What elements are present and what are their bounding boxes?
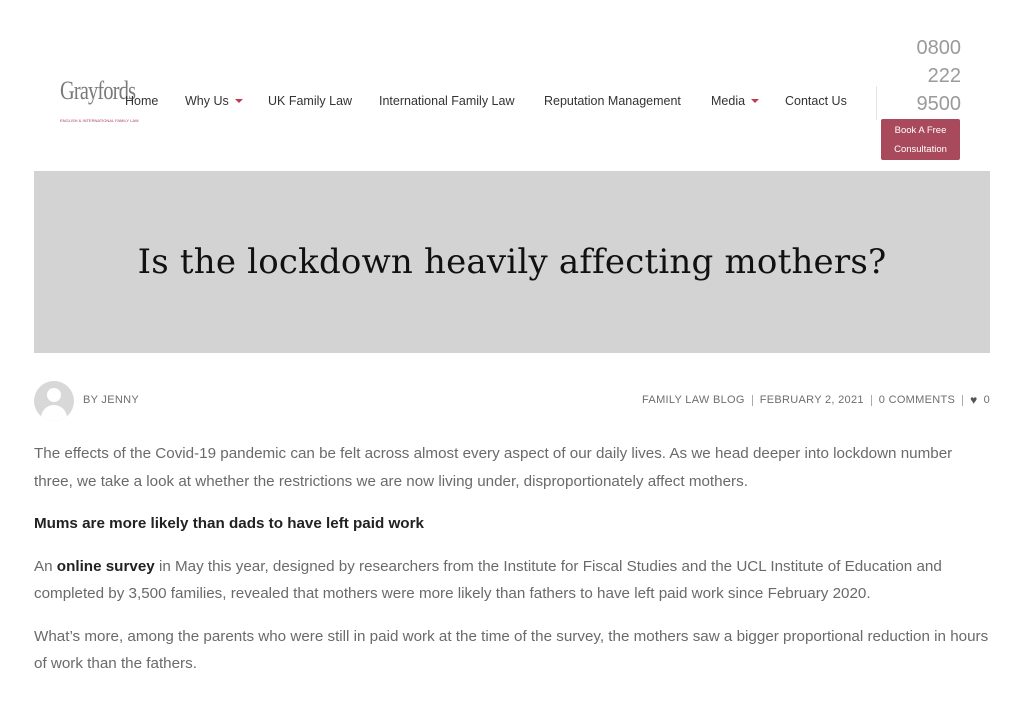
nav-reputation-management[interactable] — [544, 94, 681, 108]
phone-line-2: 222 — [927, 65, 961, 87]
nav-reputation-management-label: Reputation Management — [544, 94, 681, 108]
category-link[interactable]: FAMILY LAW BLOG — [642, 394, 745, 406]
author-avatar[interactable] — [34, 381, 74, 421]
author-name[interactable]: BY JENNY — [83, 394, 139, 406]
paragraph-intro: The effects of the Covid-19 pandemic can be felt across almost every aspect of our daily lives. As we head deeper into lockdown number three, we take a look at whether the restrictions we are now living under, disproportionately affect mothers. — [34, 445, 953, 490]
meta-separator — [962, 395, 963, 406]
cta-line-2: Consultation — [894, 143, 947, 155]
cta-line-1: Book A Free — [894, 124, 947, 136]
logo-tagline: ENGLISH & INTERNATIONAL FAMILY LAW — [60, 118, 139, 123]
post-meta — [34, 381, 990, 421]
nav-international-family-law-label: International Family Law — [379, 94, 515, 108]
survey-text: in May this year, designed by researchers from the Institute for Fiscal Studies and the UCL Institute of Education and completed by 3,500 families, revealed that mothers were more likely than fathers to have left paid work since February 2020. — [34, 557, 942, 602]
survey-prefix: An — [34, 557, 57, 575]
nav-contact-us[interactable] — [785, 94, 847, 108]
post-meta-info — [642, 394, 990, 406]
nav-home[interactable] — [125, 94, 158, 108]
chevron-down-icon — [751, 99, 759, 103]
paragraph-survey — [34, 553, 990, 608]
post-content — [34, 440, 990, 693]
grayfords-logo[interactable] — [60, 76, 139, 128]
nav-why-us[interactable] — [185, 94, 243, 108]
book-consultation-button[interactable] — [881, 119, 960, 160]
post-date: FEBRUARY 2, 2021 — [759, 394, 864, 406]
nav-uk-family-law[interactable] — [268, 94, 352, 108]
section-heading: Mums are more likely than dads to have left paid work — [34, 515, 424, 532]
post-title: Is the lockdown heavily affecting mothers? — [137, 242, 887, 282]
nav-why-us-label: Why Us — [185, 94, 229, 108]
comments-link[interactable]: 0 COMMENTS — [878, 394, 956, 406]
paragraph-hours: What’s more, among the parents who were still in paid work at the time of the survey, the mothers saw a bigger proportional reduction in hours of work than the fathers. — [34, 627, 989, 672]
phone-line-3: 9500 — [916, 93, 961, 115]
nav-media[interactable] — [711, 94, 759, 108]
chevron-down-icon — [235, 99, 243, 103]
online-survey-link[interactable]: online survey — [56, 557, 155, 575]
heart-icon[interactable]: ♥ — [970, 392, 978, 407]
phone-line-1: 0800 — [916, 37, 961, 59]
like-count: 0 — [983, 394, 990, 406]
site-header — [0, 0, 1023, 171]
avatar-head-shape — [47, 388, 61, 402]
nav-contact-us-label: Contact Us — [785, 94, 847, 108]
logo-wordmark: Grayfords — [60, 76, 136, 105]
nav-media-label: Media — [711, 94, 746, 108]
phone-number[interactable] — [861, 34, 961, 118]
nav-uk-family-law-label: UK Family Law — [268, 94, 353, 108]
nav-international-family-law[interactable] — [379, 94, 514, 108]
avatar-body-shape — [41, 405, 67, 421]
meta-separator — [752, 395, 753, 406]
post-hero — [34, 171, 990, 353]
meta-separator — [871, 395, 872, 406]
nav-home-label: Home — [125, 94, 159, 108]
